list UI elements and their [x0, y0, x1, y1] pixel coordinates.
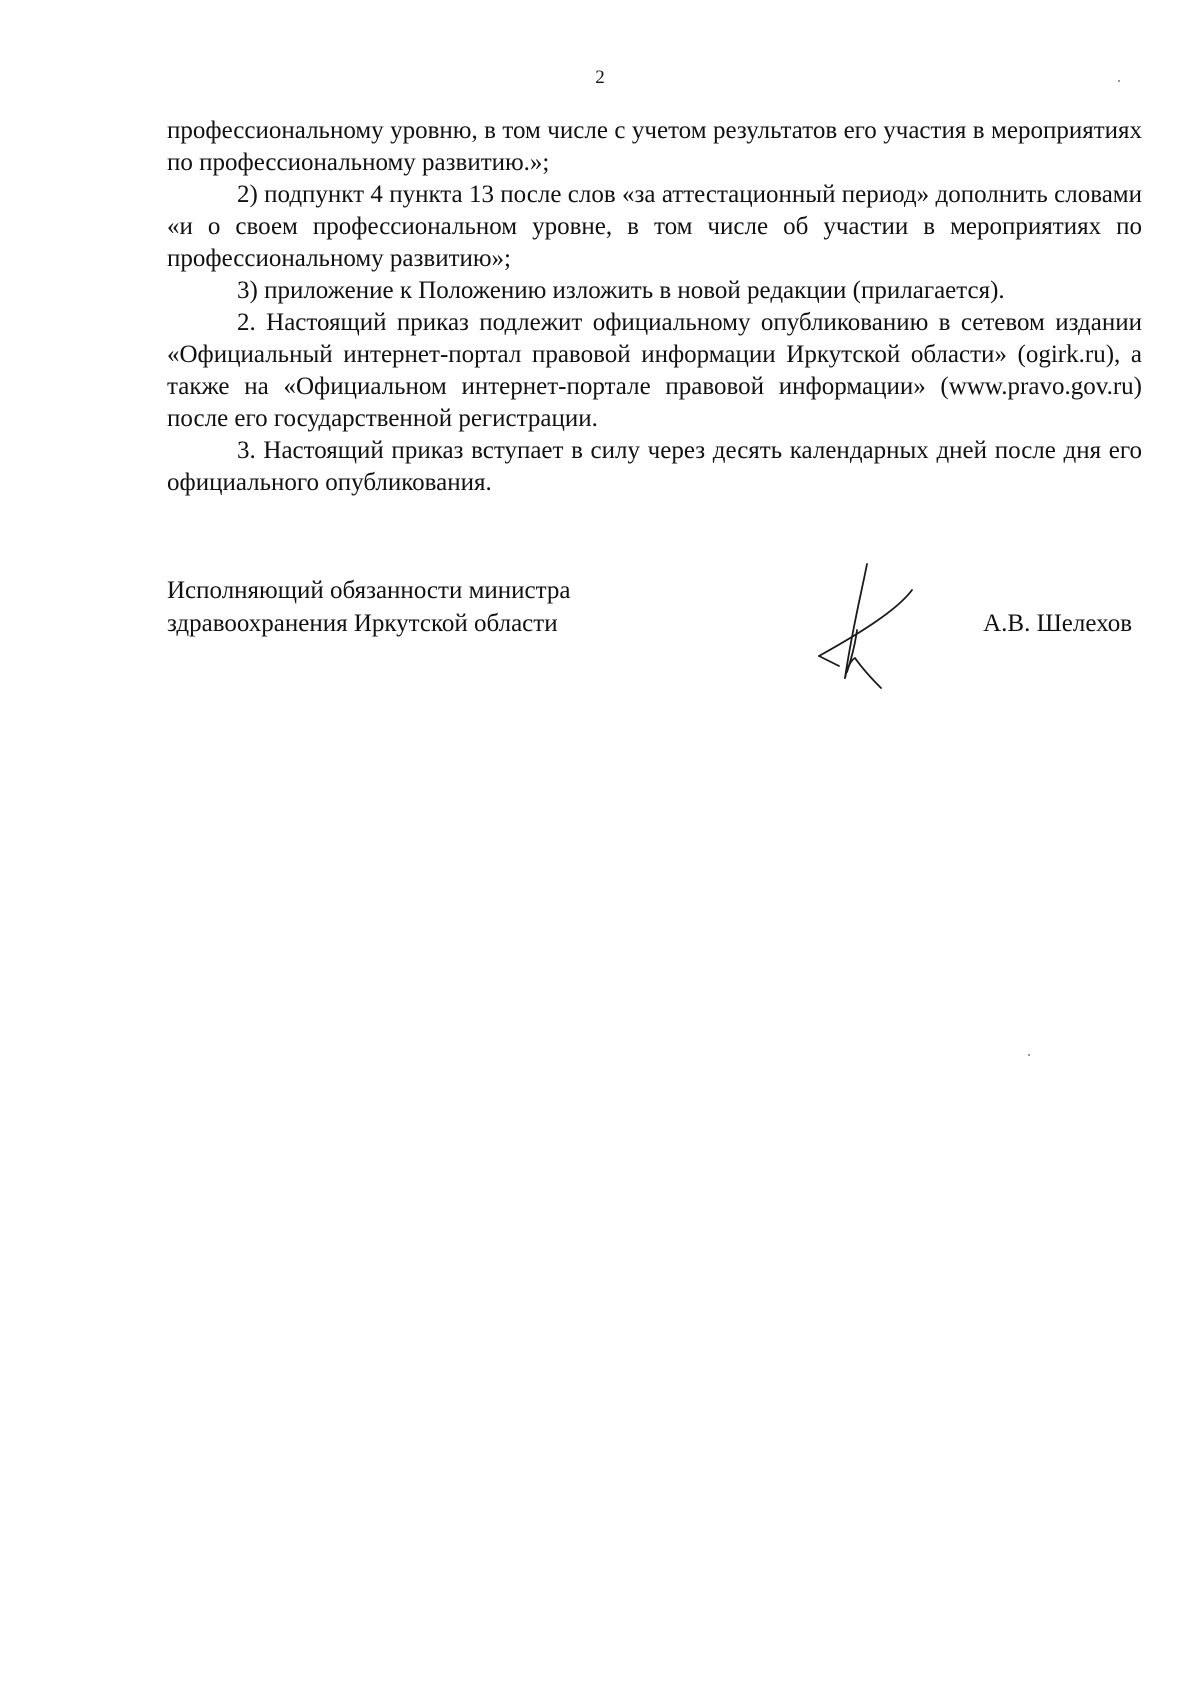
signature-block [167, 574, 1142, 714]
paragraph-subitem-2: 2) подпункт 4 пункта 13 после слов «за аттестационный период» дополнить словами «и о своем профессиональном уровне, в том числе об участии в мероприятиях по профессиональному развитию»; [167, 181, 1142, 272]
scan-speck [1118, 80, 1120, 82]
page-number: 2 [595, 67, 605, 88]
signer-title-line-2: здравоохранения Иркутской области [167, 610, 558, 637]
paragraph-subitem-3: 3) приложение к Положению изложить в новой редакции (прилагается). [237, 277, 1005, 304]
signer-name: А.В. Шелехов [983, 610, 1132, 637]
paragraph-continuation: профессиональному уровню, в том числе с учетом результатов его участия в мероприятиях по профессиональному развитию.»; [167, 117, 1142, 176]
scan-speck [1028, 1054, 1030, 1056]
paragraph-item-2-publication: 2. Настоящий приказ подлежит официальному опубликованию в сетевом издании «Официальный интернет-портал правовой информации Иркутской области» (ogirk.ru), а также на «Официальном интернет-портале правовой информации» (www.pravo.gov.ru) после его государственной регистрации. [167, 309, 1142, 432]
handwritten-signature [807, 560, 927, 700]
document-body [167, 115, 1142, 499]
paragraph-item-3-effective-date: 3. Настоящий приказ вступает в силу через десять календарных дней после дня его официального опубликования. [167, 437, 1142, 496]
signer-title-line-1: Исполняющий обязанности министра [167, 577, 571, 604]
signer-title [167, 574, 570, 640]
